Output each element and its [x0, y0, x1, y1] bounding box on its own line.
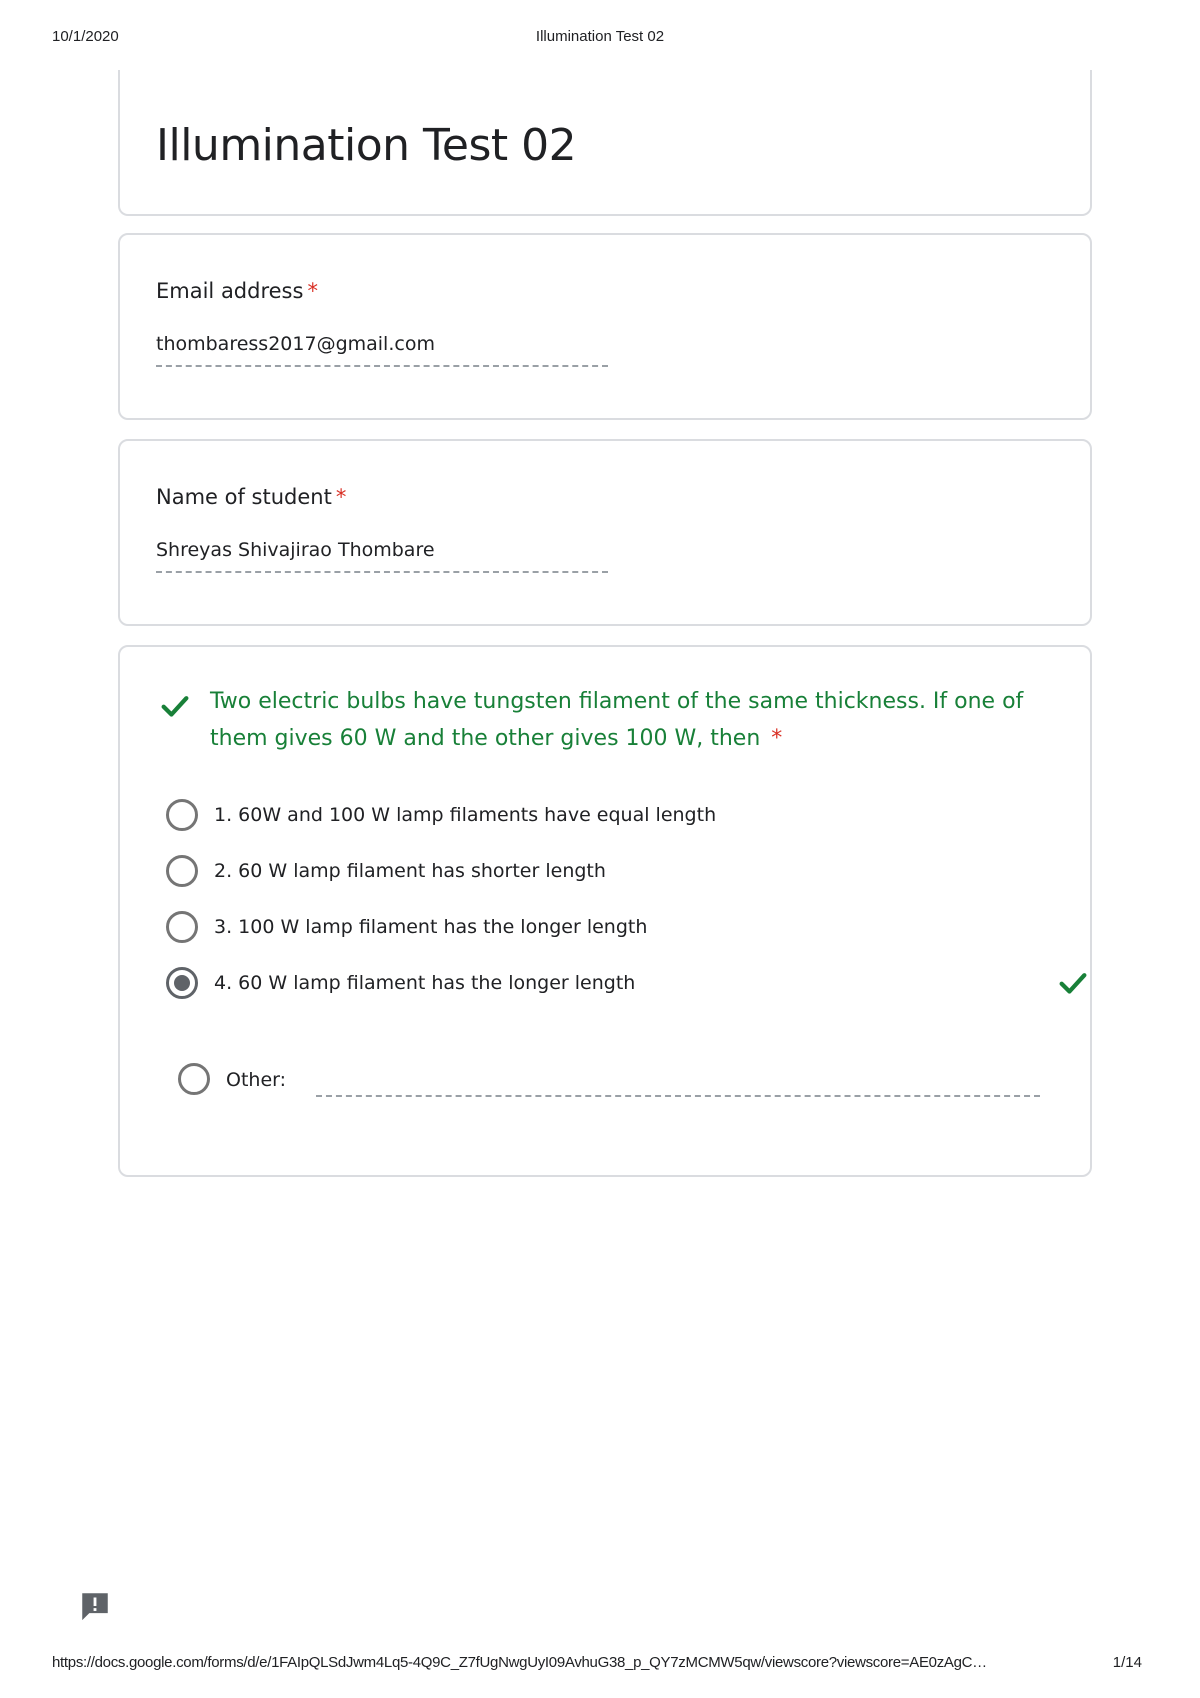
radio-button[interactable]	[178, 1063, 210, 1095]
email-question-label: Email address *	[156, 279, 318, 303]
form-title-card	[118, 70, 1092, 216]
radio-button[interactable]	[166, 799, 198, 831]
mcq-option-4[interactable]	[166, 963, 1066, 1003]
correct-answer-check-icon	[1056, 966, 1090, 1000]
correct-check-icon	[158, 689, 192, 723]
print-page-number: 1/14	[1112, 1654, 1142, 1671]
radio-button[interactable]	[166, 911, 198, 943]
option-label: 1. 60W and 100 W lamp filaments have equal length	[214, 804, 717, 826]
radio-button-selected[interactable]	[166, 967, 198, 999]
mcq-option-3[interactable]	[166, 907, 1066, 947]
required-mark: *	[335, 485, 347, 509]
print-date: 10/1/2020	[52, 28, 119, 45]
email-answer: thombaress2017@gmail.com	[156, 333, 608, 367]
other-label: Other:	[226, 1069, 287, 1091]
form-title: Illumination Test 02	[156, 120, 577, 171]
print-header	[52, 28, 1148, 48]
mcq-option-2[interactable]	[166, 851, 1066, 891]
name-question-card	[118, 439, 1092, 626]
feedback-icon[interactable]	[78, 1588, 112, 1624]
print-title: Illumination Test 02	[535, 28, 665, 45]
print-url: https://docs.google.com/forms/d/e/1FAIpQLSdJwm4Lq5-4Q9C_Z7fUgNwgUyI09AvhuG38_p_QY7zMCMW5qw/viewscore?viewscore=AE0zAgC…	[52, 1654, 987, 1671]
email-question-card	[118, 233, 1092, 420]
mcq-question-text: Two electric bulbs have tungsten filament of the same thickness. If one of them gives 60 W and the other gives 100 W, then *	[210, 689, 1024, 751]
mcq-question-card	[118, 645, 1092, 1177]
required-mark: *	[307, 279, 318, 303]
option-label: 4. 60 W lamp filament has the longer length	[214, 972, 636, 994]
name-answer: Shreyas Shivajirao Thombare	[156, 539, 608, 573]
option-label: 2. 60 W lamp filament has shorter length	[214, 860, 606, 882]
mcq-option-other[interactable]	[178, 1057, 1058, 1101]
other-input[interactable]	[316, 1095, 1040, 1097]
print-footer	[52, 1654, 1148, 1674]
option-label: 3. 100 W lamp filament has the longer length	[214, 916, 648, 938]
required-mark: *	[771, 726, 783, 751]
radio-button[interactable]	[166, 855, 198, 887]
name-question-label: Name of student *	[156, 485, 347, 509]
mcq-option-1[interactable]	[166, 795, 1066, 835]
